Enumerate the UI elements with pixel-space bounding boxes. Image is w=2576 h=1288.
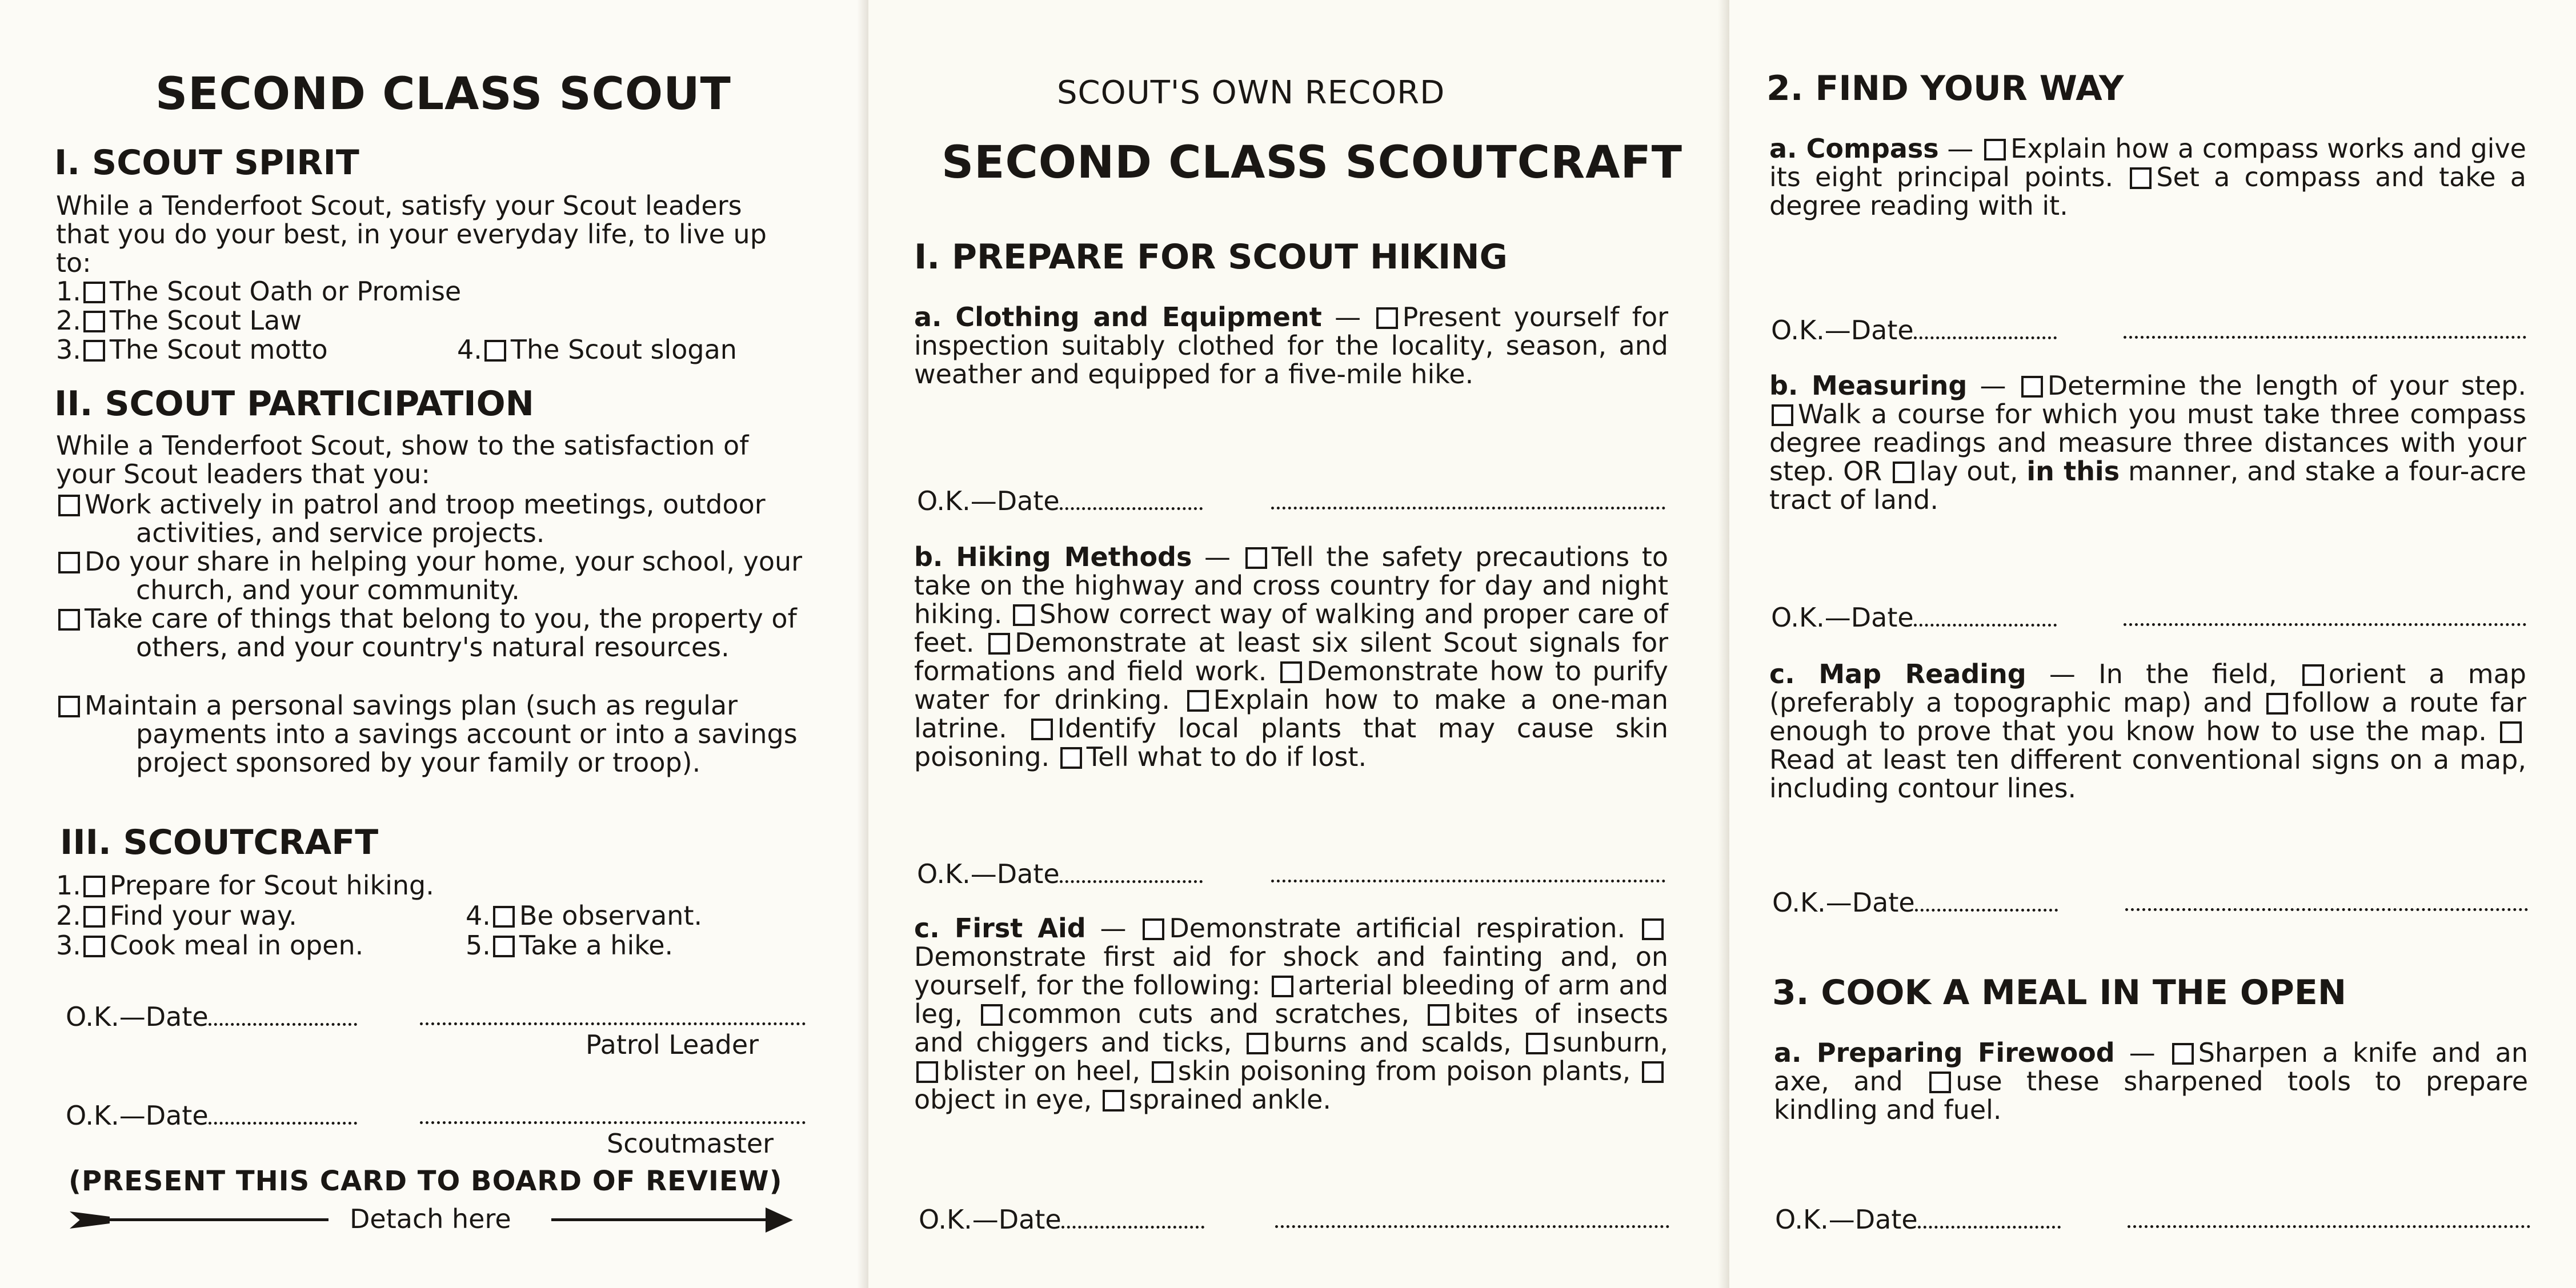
date-field[interactable]	[1915, 892, 2058, 912]
date-field[interactable]	[1914, 319, 2057, 339]
checkbox[interactable]	[58, 495, 80, 516]
checkbox[interactable]	[2266, 693, 2288, 715]
ok-date-line	[1771, 603, 2057, 632]
detach-line-left	[106, 1218, 328, 1221]
requirement-map-reading: c. Map Reading — In the field, orient a map (preferably a topographic map) and follow a route far enough to prove that you know how to use the map. Read at least ten different conventional signs on a map, including contour lines.	[1769, 659, 2527, 804]
requirement-text: Sharpen a knife and an axe, and	[1774, 1037, 2528, 1097]
checkbox[interactable]	[83, 340, 105, 362]
ok-date-label: O.K.—Date	[1771, 315, 1914, 346]
requirement-label: a. Preparing Firewood	[1774, 1037, 2115, 1068]
requirement-text: common cuts and scratches,	[1007, 998, 1410, 1029]
item-text: Take a hike.	[519, 930, 674, 961]
ok-date-label: O.K.—Date	[1775, 1204, 1918, 1235]
ok-date-line	[1771, 316, 2057, 344]
signature-field[interactable]	[1275, 1208, 1669, 1228]
date-field[interactable]	[1061, 1209, 1204, 1229]
list-item	[56, 490, 804, 547]
checkbox[interactable]	[83, 282, 105, 303]
checkbox[interactable]	[1929, 1072, 1951, 1093]
requirement-text: use these sharpened tools to prepare kindling and fuel.	[1774, 1066, 2528, 1125]
panel-scoutcraft	[868, 0, 1729, 1288]
signature-field[interactable]	[420, 1104, 806, 1124]
ok-date-label: O.K.—Date	[66, 1100, 209, 1131]
checkbox[interactable]	[484, 340, 506, 362]
scout-spirit-intro: While a Tenderfoot Scout, satisfy your Scout leaders that you do your best, in your everyday life, to live up to:	[56, 190, 767, 278]
checkbox[interactable]	[1103, 1090, 1124, 1112]
requirement-clothing: a. Clothing and Equipment — Present yourself for inspection suitably clothed for the locality, season, and weather and equipped for a five-mile hike.	[914, 302, 1669, 390]
list-item	[56, 335, 328, 364]
item-number: 3.	[56, 334, 81, 365]
item-number: 4.	[457, 334, 482, 365]
list-item	[56, 931, 363, 960]
page-title: SECOND CLASS SCOUT	[155, 69, 731, 120]
item-text: Work actively in patrol and troop meetings, outdoor activities, and service projects.	[85, 489, 766, 548]
list-item	[56, 277, 461, 306]
signature-field[interactable]	[1271, 862, 1665, 882]
requirement-text: sprained ankle.	[1129, 1084, 1332, 1115]
requirement-text: Tell what to do if lost.	[1086, 741, 1367, 772]
record-heading: SCOUT'S OWN RECORD	[1057, 74, 1445, 111]
section-heading-scoutcraft: III. SCOUTCRAFT	[60, 822, 379, 862]
ok-date-label: O.K.—Date	[917, 858, 1060, 889]
detach-label: Detach here	[350, 1203, 511, 1234]
requirement-text: Demonstrate artificial respiration.	[1169, 913, 1626, 944]
item-text: Prepare for Scout hiking.	[109, 870, 434, 901]
signature-field[interactable]	[2125, 891, 2528, 911]
checkbox[interactable]	[1245, 547, 1267, 569]
checkbox[interactable]	[1060, 747, 1082, 769]
checkbox[interactable]	[2302, 664, 2324, 686]
arrow-right-icon	[766, 1207, 793, 1233]
checkbox[interactable]	[1428, 1004, 1449, 1026]
requirement-text: Set a compass and take a degree reading with it.	[1769, 162, 2527, 221]
list-item	[56, 306, 302, 335]
ok-date-label: O.K.—Date	[1772, 887, 1915, 918]
date-field[interactable]	[209, 1006, 357, 1026]
ok-date-label: O.K.—Date	[919, 1204, 1061, 1235]
checkbox[interactable]	[58, 696, 80, 717]
signature-field[interactable]	[2128, 1208, 2530, 1228]
checkbox[interactable]	[1247, 1033, 1268, 1054]
signature-field[interactable]	[420, 1005, 806, 1025]
item-text: Cook meal in open.	[109, 930, 364, 961]
requirement-text: Identify local plants that may cause skin poisoning.	[914, 713, 1668, 772]
signature-field[interactable]	[1271, 489, 1665, 509]
ok-date-line	[917, 860, 1203, 888]
requirement-text: manner, and stake a four-acre tract of land.	[1769, 456, 2527, 515]
requirement-text: lay out,	[1919, 456, 2018, 487]
requirement-text: object in eye,	[914, 1084, 1092, 1115]
patrol-leader-label: Patrol Leader	[586, 1029, 759, 1060]
checkbox[interactable]	[83, 876, 105, 897]
checkbox[interactable]	[83, 906, 105, 928]
checkbox[interactable]	[1376, 307, 1398, 329]
checkbox[interactable]	[981, 1004, 1003, 1026]
ok-date-line	[919, 1205, 1204, 1234]
list-item	[466, 901, 702, 930]
list-item	[56, 604, 804, 661]
signature-field[interactable]	[2124, 319, 2526, 339]
item-text: Take care of things that belong to you, the property of others, and your country's natural resources.	[85, 603, 797, 663]
checkbox[interactable]	[1642, 918, 1664, 940]
list-item	[56, 547, 804, 604]
checkbox[interactable]	[2130, 167, 2152, 189]
requirement-text: Demonstrate first aid for shock and fainting and, on yourself, for the following:	[914, 941, 1668, 1001]
requirement-label: b. Measuring	[1769, 370, 1968, 401]
requirement-text: orient a map (preferably a topographic map) and	[1769, 659, 2527, 718]
requirement-text: arterial bleeding of arm and leg,	[914, 970, 1669, 1029]
ok-date-line	[1775, 1205, 2061, 1234]
item-text: The Scout motto	[109, 334, 328, 365]
requirement-firewood: a. Preparing Firewood — Sharpen a knife and an axe, and use these sharpened tools to prepare kindling and fuel.	[1774, 1037, 2528, 1125]
requirement-text: follow a route far enough to prove that you know how to use the map.	[1769, 687, 2526, 747]
checkbox[interactable]	[1772, 404, 1793, 426]
checkbox[interactable]	[2500, 721, 2522, 743]
checkbox[interactable]	[1280, 661, 1302, 683]
date-field[interactable]	[209, 1105, 357, 1125]
item-text: Do your share in helping your home, your school, your church, and your community.	[85, 546, 803, 605]
requirement-text: Explain how to make a one-man latrine.	[914, 684, 1669, 744]
section-heading-cook-meal: 3. COOK A MEAL IN THE OPEN	[1772, 973, 2347, 1013]
detach-line-right	[551, 1218, 768, 1221]
requirement-text: in this	[2026, 456, 2120, 487]
checkbox[interactable]	[1272, 976, 1293, 997]
signature-field[interactable]	[2124, 606, 2526, 626]
ok-date-line	[917, 487, 1203, 515]
requirement-text: Determine the length of your step.	[2047, 370, 2526, 401]
requirement-text: Walk a course for which you must take three compass degree readings and measure three distances with your step. OR	[1769, 399, 2526, 487]
section-heading-hiking: I. PREPARE FOR SCOUT HIKING	[914, 237, 1508, 277]
panel-second-class-scout	[0, 0, 868, 1288]
list-item	[457, 335, 737, 364]
section-heading-find-your-way: 2. FIND YOUR WAY	[1766, 69, 2124, 109]
checkbox[interactable]	[1893, 462, 1914, 483]
requirement-text: bites of insects and chiggers and ticks,	[914, 998, 1669, 1058]
list-item	[56, 871, 434, 900]
date-field[interactable]	[1060, 490, 1203, 510]
requirement-text: Explain how a compass works and give its eight principal points.	[1769, 133, 2526, 192]
item-number: 2.	[56, 305, 81, 336]
panel-find-your-way	[1729, 0, 2576, 1288]
checkbox[interactable]	[2172, 1043, 2194, 1065]
arrow-tail-icon	[70, 1211, 110, 1229]
ok-date-label: O.K.—Date	[1771, 602, 1914, 633]
requirement-text: Read at least ten different conventional signs on a map, including contour lines.	[1769, 744, 2526, 804]
requirement-hiking-methods: b. Hiking Methods — Tell the safety precautions to take on the highway and cross country for day and night hiking. Show correct way of walking and proper care of feet. Demonstrate at least six silent Scout signals for formations and field work. Demonstrate how to purify water for drinking. Explain how to make a one-man latrine. Identify local plants that may cause skin poisoning. Tell what to do if lost.	[914, 541, 1669, 772]
checkbox[interactable]	[493, 906, 515, 928]
page-title: SECOND CLASS SCOUTCRAFT	[942, 137, 1682, 188]
date-field[interactable]	[1060, 863, 1203, 883]
requirement-measuring: b. Measuring — Determine the length of your step. Walk a course for which you must take three compass degree readings and measure three distances with your step. OR lay out, in this manner, and stake a four-acre tract of land.	[1769, 370, 2527, 515]
list-item	[466, 931, 673, 960]
date-field[interactable]	[1914, 607, 2057, 627]
item-text: The Scout Law	[109, 305, 302, 336]
requirement-text: blister on heel,	[943, 1056, 1140, 1086]
ok-date-label: O.K.—Date	[66, 1001, 209, 1032]
list-item	[56, 691, 804, 777]
present-card-notice: (PRESENT THIS CARD TO BOARD OF REVIEW)	[69, 1165, 783, 1197]
item-number: 1.	[56, 276, 81, 307]
date-field[interactable]	[1918, 1209, 2061, 1229]
requirement-text: Tell the safety precautions to take on the highway and cross country for day and night hiking.	[914, 541, 1668, 629]
checkbox[interactable]	[58, 552, 80, 573]
item-number: 1.	[56, 870, 81, 901]
item-text: Maintain a personal savings plan (such as regular payments into a savings account or into a savings project sponsored by your family or troop).	[85, 690, 798, 778]
scout-participation-intro: While a Tenderfoot Scout, show to the satisfaction of your Scout leaders that you:	[56, 430, 749, 489]
requirement-compass: a. Compass — Explain how a compass works and give its eight principal points. Set a compass and take a degree reading with it.	[1769, 133, 2527, 221]
checkbox[interactable]	[1187, 690, 1209, 712]
requirement-text: skin poisoning from poison plants,	[1177, 1056, 1631, 1086]
item-text: Be observant.	[519, 900, 703, 931]
item-text: Find your way.	[109, 900, 297, 931]
list-item	[56, 901, 297, 930]
requirement-text: sunburn,	[1552, 1027, 1668, 1058]
checkbox[interactable]	[1526, 1033, 1548, 1054]
item-number: 4.	[466, 900, 491, 931]
checkbox[interactable]	[2021, 376, 2043, 398]
item-number: 5.	[466, 930, 491, 961]
checkbox[interactable]	[493, 936, 515, 957]
section-heading-scout-participation: II. SCOUT PARTICIPATION	[54, 384, 534, 424]
checkbox[interactable]	[1984, 139, 2006, 161]
ok-date-line	[1772, 888, 2058, 917]
checkbox[interactable]	[1013, 604, 1035, 626]
requirement-text: Present yourself for inspection suitably clothed for the locality, season, and weather and equipped for a five-mile hike.	[914, 302, 1669, 390]
checkbox[interactable]	[1031, 719, 1053, 740]
item-text: The Scout slogan	[510, 334, 737, 365]
item-number: 2.	[56, 900, 81, 931]
ok-date-label: O.K.—Date	[917, 485, 1060, 516]
checkbox[interactable]	[988, 633, 1010, 655]
ok-date-line	[66, 1101, 357, 1130]
requirement-text: Demonstrate at least six silent Scout signals for formations and field work.	[914, 627, 1669, 687]
item-text: The Scout Oath or Promise	[109, 276, 462, 307]
requirement-text: Demonstrate how to purify water for drinking.	[914, 656, 1668, 715]
item-number: 3.	[56, 930, 81, 961]
requirement-text: Show correct way of walking and proper care of feet.	[914, 599, 1668, 658]
scoutmaster-label: Scoutmaster	[607, 1128, 774, 1159]
requirement-label: a. Compass	[1769, 133, 1939, 164]
requirement-label: b. Hiking Methods	[914, 541, 1192, 572]
checkbox[interactable]	[83, 311, 105, 332]
checkbox[interactable]	[1152, 1061, 1173, 1083]
ok-date-line	[66, 1002, 357, 1031]
requirement-label: a. Clothing and Equipment	[914, 302, 1322, 332]
checkbox[interactable]	[916, 1061, 938, 1083]
requirement-text: In the field,	[2098, 659, 2277, 689]
requirement-first-aid: c. First Aid — Demonstrate artificial respiration. Demonstrate first aid for shock and fainting and, on yourself, for the following: arterial bleeding of arm and leg, common cuts and scratches, bites of insects and chiggers and ticks, burns and scalds, sunburn, blister on heel, skin poisoning from poison plants, object in eye, sprained ankle.	[914, 913, 1669, 1115]
checkbox[interactable]	[1642, 1061, 1664, 1083]
checkbox[interactable]	[1143, 918, 1164, 940]
requirement-label: c. First Aid	[914, 913, 1086, 944]
requirement-label: c. Map Reading	[1769, 659, 2026, 689]
section-heading-scout-spirit: I. SCOUT SPIRIT	[54, 143, 359, 183]
requirement-text: burns and scalds,	[1273, 1027, 1512, 1058]
checkbox[interactable]	[83, 936, 105, 957]
checkbox[interactable]	[58, 609, 80, 631]
